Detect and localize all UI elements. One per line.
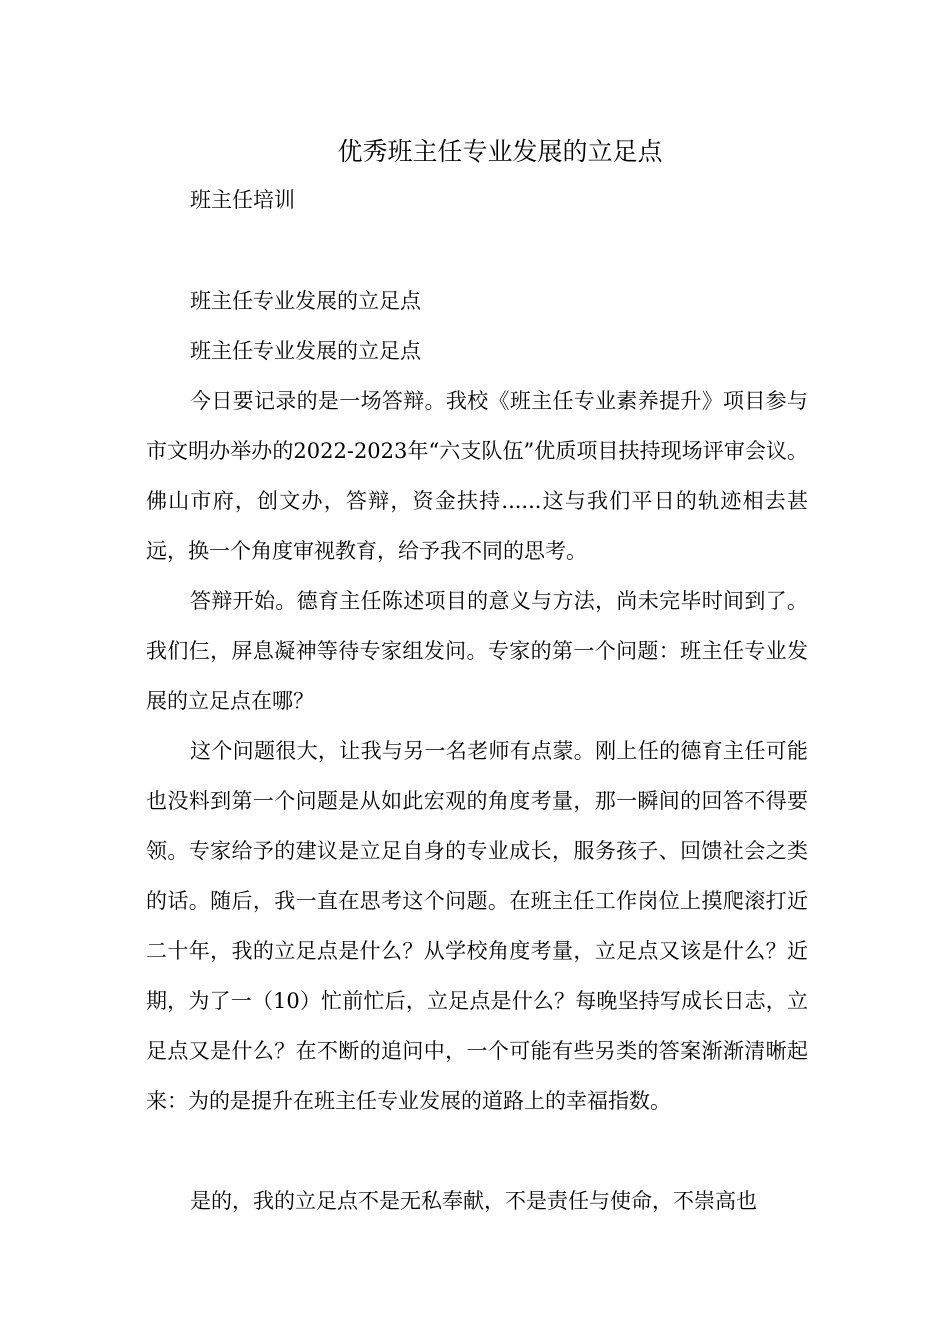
document-title: 优秀班主任专业发展的立足点: [337, 137, 663, 166]
section-heading-1: 班主任专业发展的立足点: [190, 289, 421, 313]
paragraph-4: 是的，我的立足点不是无私奉献，不是责任与使命，不崇高也: [190, 1189, 757, 1213]
section-heading-2: 班主任专业发展的立足点: [190, 339, 421, 363]
paragraph-1: 今日要记录的是一场答辩。我校《班主任专业素养提升》项目参与市文明办举办的2022-2023年“六支队伍”优质项目扶持现场评审会议。佛山市府，创文办，答辩，资金扶持......这与我们平日的轨迹相去甚远，换一个角度审视教育，给予我不同的思考。: [146, 389, 808, 563]
category-label: 班主任培训: [190, 188, 295, 212]
paragraph-2: 答辩开始。德育主任陈述项目的意义与方法，尚未完毕时间到了。我们仨，屏息凝神等待专家组发问。专家的第一个问题：班主任专业发展的立足点在哪？: [146, 589, 808, 713]
paragraph-3: 这个问题很大，让我与另一名老师有点蒙。刚上任的德育主任可能也没料到第一个问题是从如此宏观的角度考量，那一瞬间的回答不得要领。专家给予的建议是立足自身的专业成长，服务孩子、回馈社会之类的话。随后，我一直在思考这个问题。在班主任工作岗位上摸爬滚打近二十年，我的立足点是什么？从学校角度考量，立足点又该是什么？近期，为了一（10）忙前忙后，立足点是什么？每晚坚持写成长日志，立足点又是什么？在不断的追问中，一个可能有些另类的答案渐渐清晰起来：为的是提升在班主任专业发展的道路上的幸福指数。: [146, 739, 808, 1113]
